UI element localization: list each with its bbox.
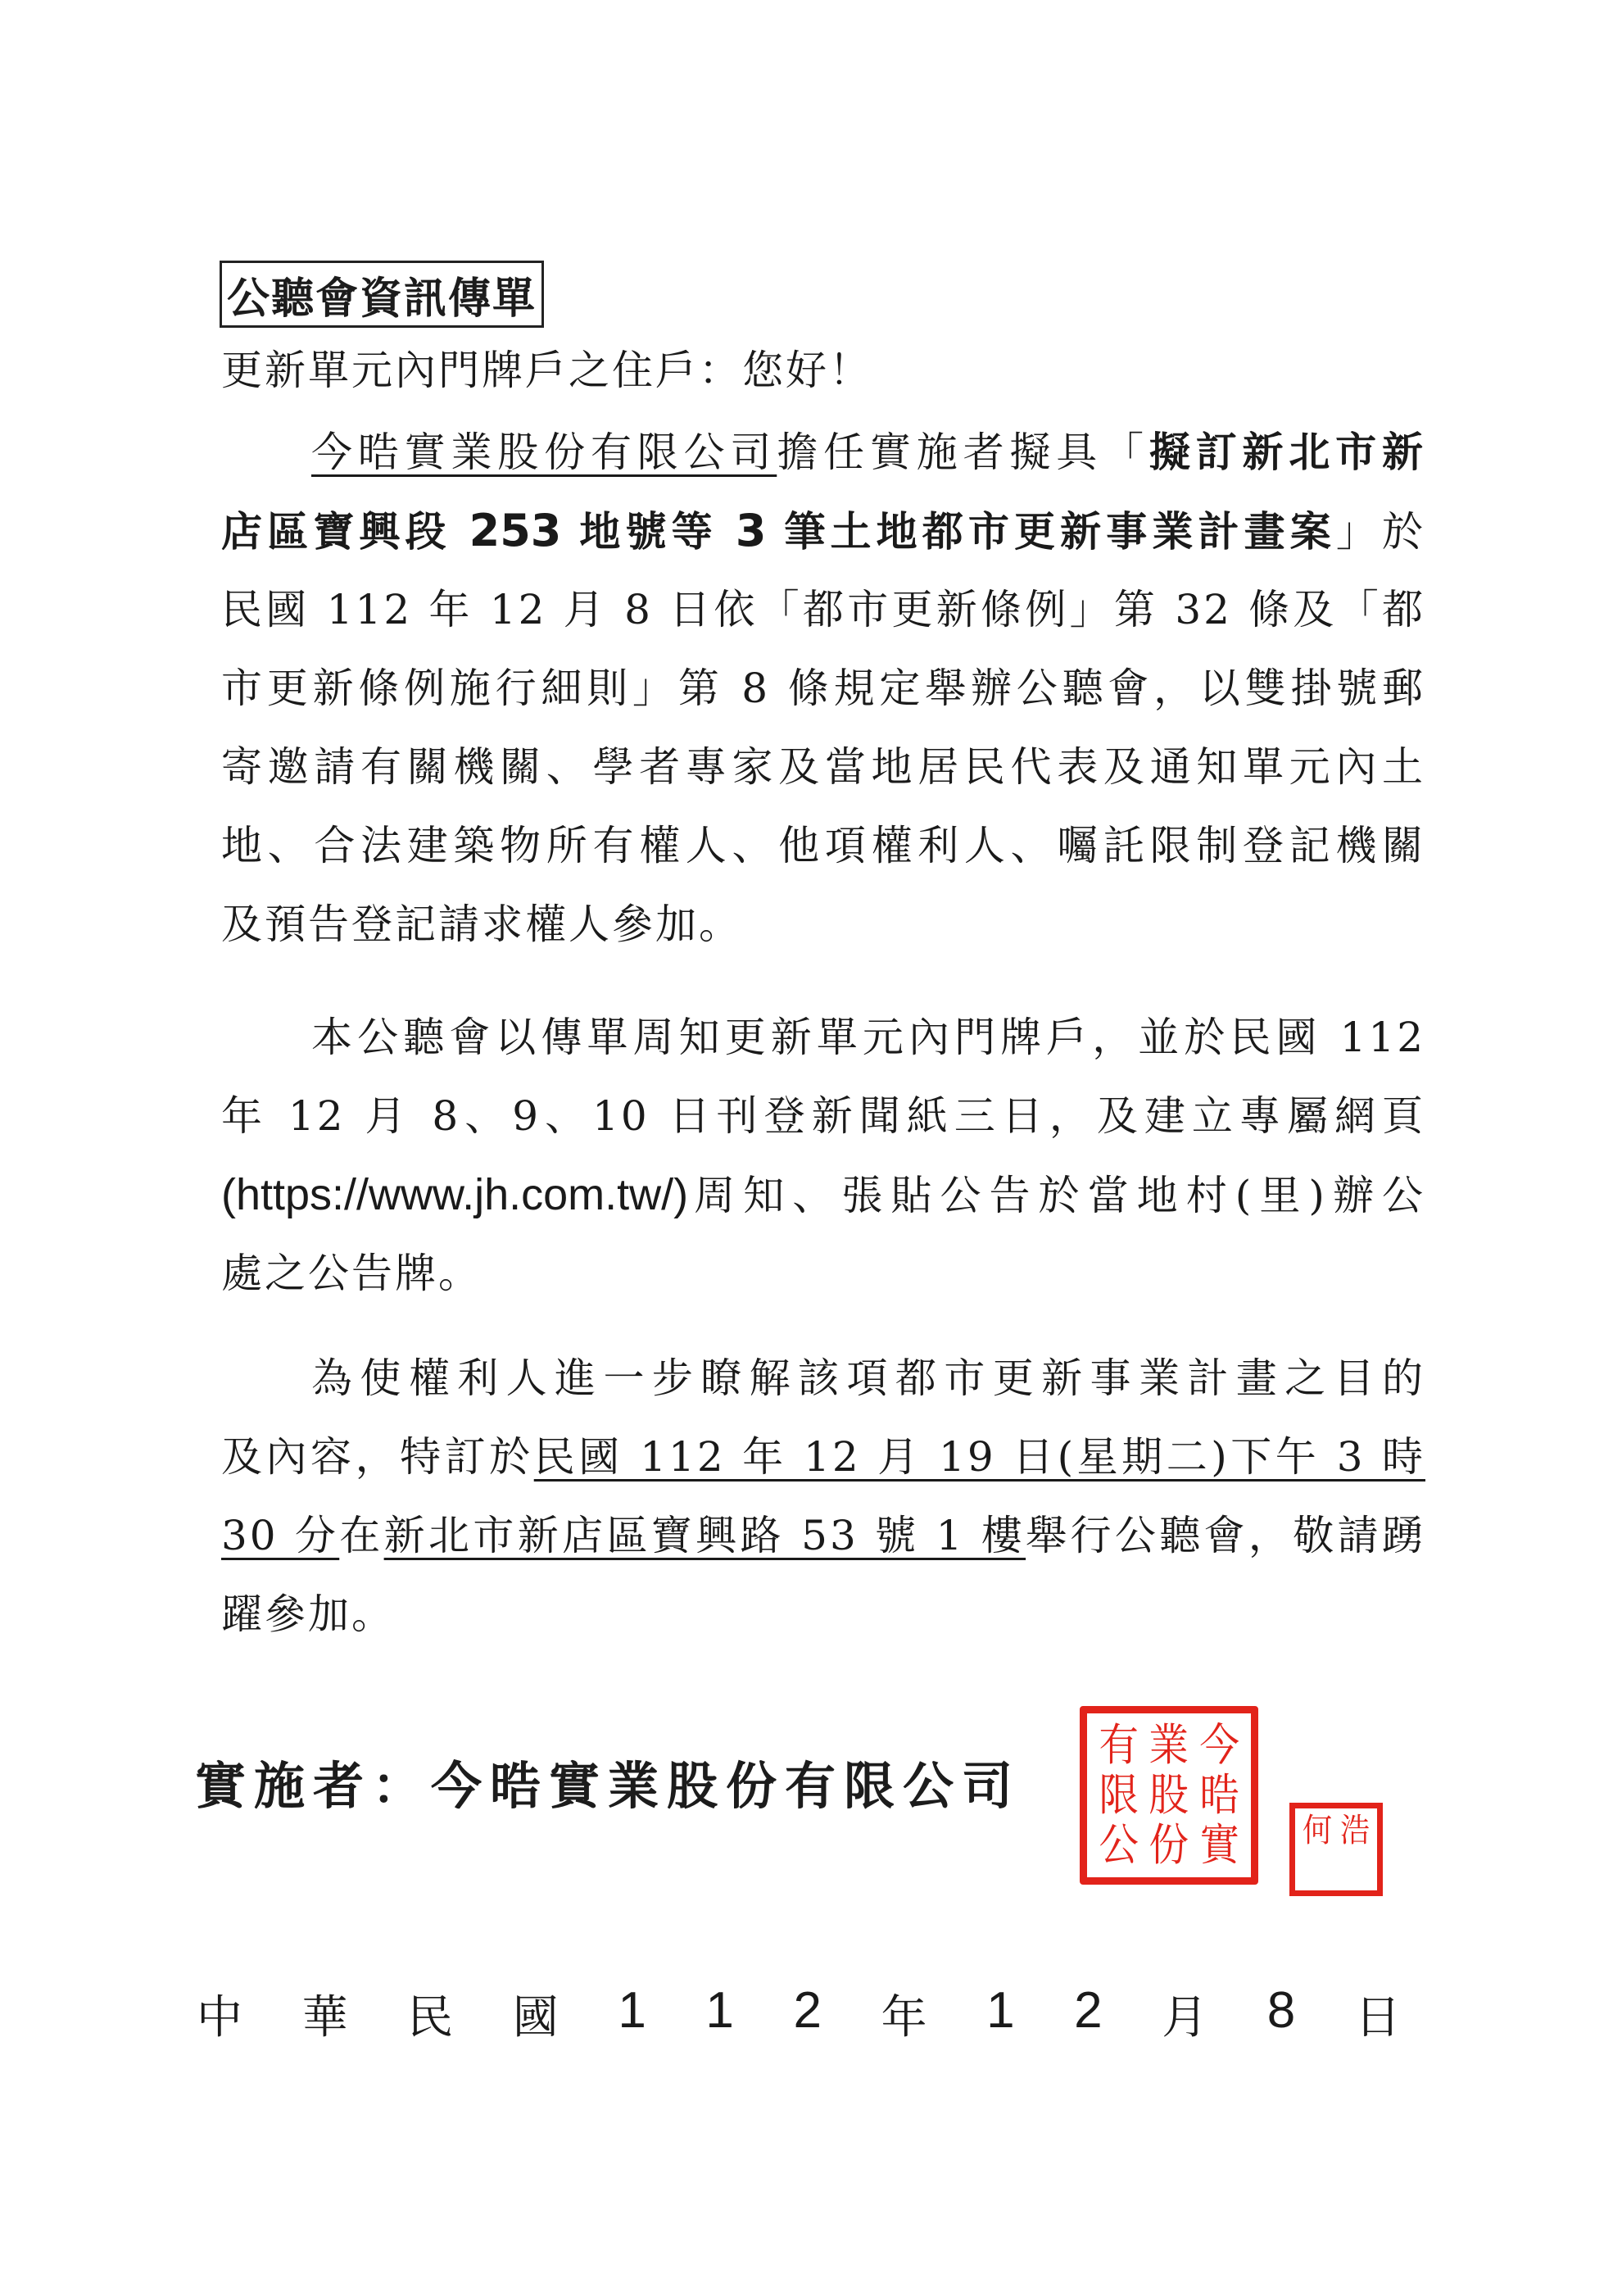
- para1-line3: 民國 112 年 12 月 8 日依「都市更新條例」第 32 條及「都: [221, 586, 1425, 633]
- project-title-part1: 擬訂新北市新: [1149, 429, 1426, 476]
- representative-seal-icon: 何 浩: [1289, 1803, 1383, 1896]
- para1-line7: 及預告登記請求權人參加。: [221, 901, 742, 948]
- meeting-datetime-cont: 30 分: [221, 1512, 340, 1559]
- para2-line4: 處之公告牌。: [221, 1250, 482, 1297]
- lot-number: 253: [469, 505, 562, 556]
- para3-line4: 躍參加。: [221, 1590, 395, 1638]
- website-link[interactable]: (https://www.jh.com.tw/): [221, 1170, 689, 1219]
- company-seal-icon: 今 晧 實 業 股 份 有 限 公: [1080, 1706, 1258, 1885]
- header-title-box: [220, 261, 544, 328]
- meeting-venue: 新北市新店區寶興路 53 號 1 樓: [383, 1512, 1026, 1559]
- para1-line1: 今晧實業股份有限公司擔任實施者擬具「擬訂新北市新: [311, 429, 1426, 476]
- greeting: 更新單元內門牌戶之住戶：您好！: [221, 347, 872, 394]
- para1-line6: 地、合法建築物所有權人、他項權利人、囑託限制登記機關: [221, 822, 1425, 869]
- implementer-signature: 實施者：今晧實業股份有限公司: [195, 1756, 1022, 1816]
- company-name: 今晧實業股份有限公司: [311, 429, 777, 476]
- document-date: 中 華 民 國 1 1 2 年 1 2 月 8 日: [197, 1982, 1401, 2044]
- header-title: 公聽會資訊傳單: [227, 274, 537, 324]
- para2-line3: (https://www.jh.com.tw/)周知、張貼公告於當地村(里)辦公: [221, 1170, 1425, 1219]
- para2-line2: 年 12 月 8、9、10 日刊登新聞紙三日，及建立專屬網頁: [221, 1092, 1425, 1140]
- para3-line3: 30 分在新北市新店區寶興路 53 號 1 樓舉行公聽會，敬請踴: [221, 1512, 1426, 1559]
- para1-line4: 市更新條例施行細則」第 8 條規定舉辦公聽會，以雙掛號郵: [221, 665, 1425, 712]
- para1-line2: 店區寶興段 253 地號等 3 筆土地都市更新事業計畫案」於: [221, 505, 1426, 556]
- para3-line1: 為使權利人進一步瞭解該項都市更新事業計畫之目的: [311, 1354, 1425, 1402]
- para1-line5: 寄邀請有關機關、學者專家及當地居民代表及通知單元內土: [221, 743, 1425, 791]
- meeting-datetime: 民國 112 年 12 月 19 日(星期二)下午 3 時: [533, 1433, 1425, 1481]
- para3-line2: 及內容，特訂於民國 112 年 12 月 19 日(星期二)下午 3 時: [221, 1433, 1425, 1481]
- para2-line1: 本公聽會以傳單周知更新單元內門牌戶，並於民國 112: [311, 1014, 1425, 1061]
